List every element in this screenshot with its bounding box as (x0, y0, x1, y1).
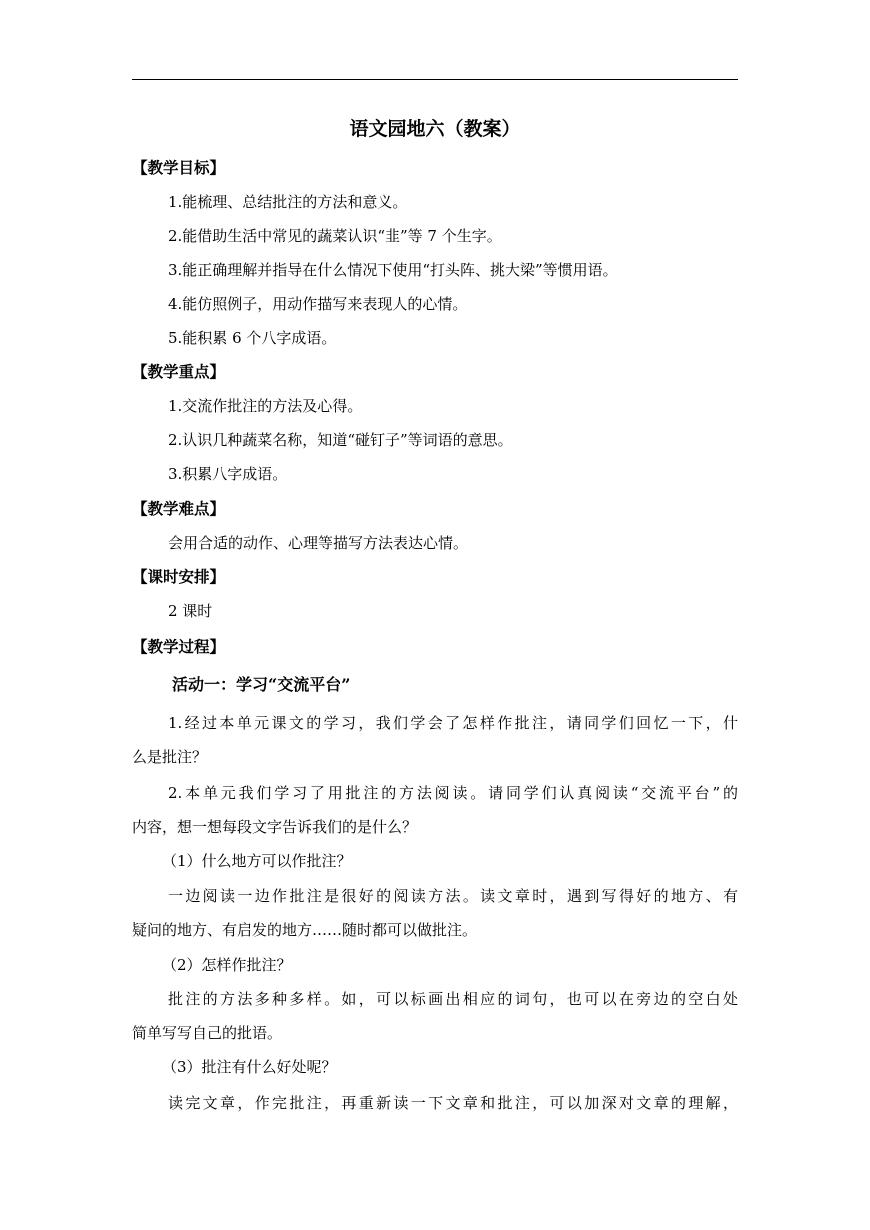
goal-item: 2.能借助生活中常见的蔬菜认识“韭”等 7 个生字。 (168, 227, 502, 245)
schedule-text: 2 课时 (168, 602, 213, 620)
paragraph-line: 疑问的地方、有启发的地方……随时都可以做批注。 (132, 921, 478, 939)
paragraph-line: 读完文章，作完批注，再重新读一下文章和批注，可以加深对文章的理解， (168, 1094, 738, 1112)
section-heading-key-points: 【教学重点】 (132, 362, 226, 381)
section-heading-goals: 【教学目标】 (132, 158, 226, 177)
difficulties-text: 会用合适的动作、心理等描写方法表达心情。 (168, 534, 469, 552)
section-heading-schedule: 【课时安排】 (132, 567, 226, 586)
key-point-item: 1.交流作批注的方法及心得。 (168, 397, 363, 415)
goal-item: 3.能正确理解并指导在什么情况下使用“打头阵、挑大梁”等惯用语。 (168, 261, 618, 279)
key-point-item: 2.认识几种蔬菜名称，知道“碰钉子”等词语的意思。 (168, 431, 513, 449)
section-heading-difficulties: 【教学难点】 (132, 499, 226, 518)
goal-item: 5.能积累 6 个八字成语。 (168, 329, 337, 347)
goal-item: 4.能仿照例子，用动作描写来表现人的心情。 (168, 295, 468, 313)
paragraph-line: 简单写写自己的批语。 (132, 1024, 283, 1042)
paragraph-line: 1.经过本单元课文的学习，我们学会了怎样作批注，请同学们回忆一下，什 (168, 714, 738, 732)
sub-question: （3）批注有什么好处呢？ (162, 1058, 337, 1076)
paragraph-line: 2.本单元我们学习了用批注的方法阅读。请同学们认真阅读“交流平台”的 (168, 784, 738, 802)
paragraph-line: 么是批注？ (132, 748, 208, 766)
paragraph-line: 批注的方法多种多样。如，可以标画出相应的词句，也可以在旁边的空白处 (168, 990, 738, 1008)
key-point-item: 3.积累八字成语。 (168, 465, 288, 483)
goal-item: 1.能梳理、总结批注的方法和意义。 (168, 193, 408, 211)
page-title: 语文园地六（教案） (349, 118, 521, 140)
section-heading-process: 【教学过程】 (132, 637, 226, 656)
header-rule (132, 79, 738, 80)
sub-question: （1）什么地方可以作批注？ (162, 852, 352, 870)
paragraph-line: 一边阅读一边作批注是很好的阅读方法。读文章时，遇到写得好的地方、有 (168, 887, 738, 905)
paragraph-line: 内容，想一想每段文字告诉我们的是什么？ (132, 818, 418, 836)
sub-question: （2）怎样作批注？ (162, 956, 292, 974)
activity-title: 活动一：学习“交流平台” (172, 675, 351, 694)
